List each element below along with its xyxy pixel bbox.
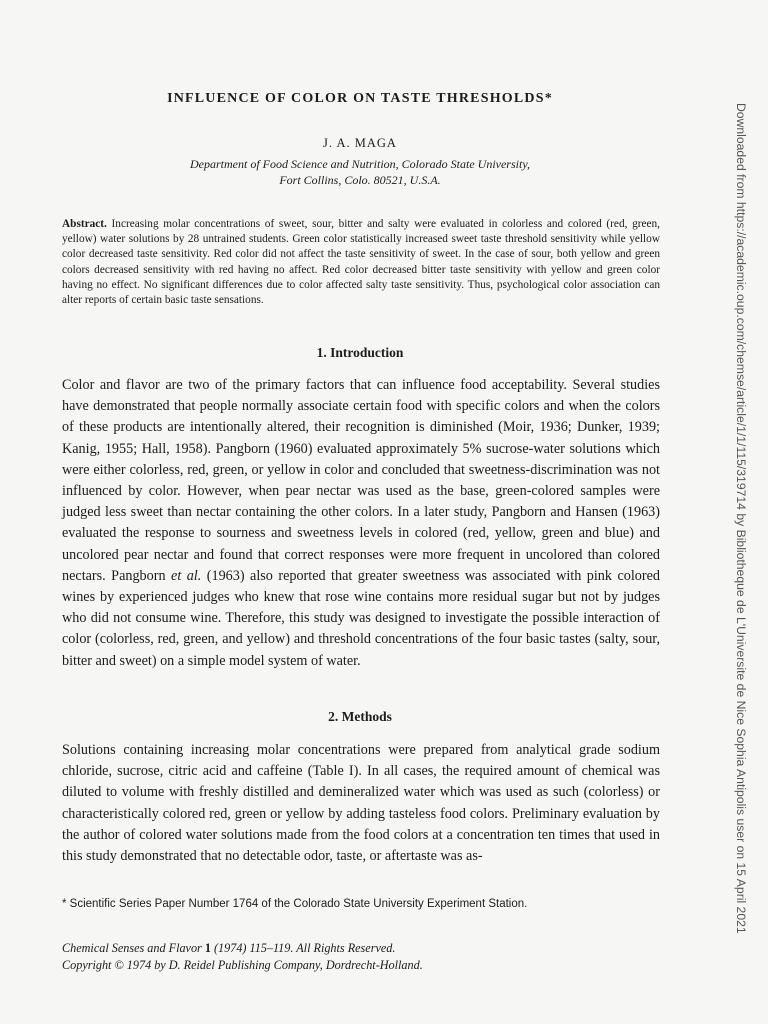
journal-volume: 1 [204, 941, 211, 955]
journal-line-1-rest: (1974) 115–119. All Rights Reserved. [213, 941, 396, 955]
download-notice: Downloaded from https://academic.oup.com/chemse/article/1/1/115/319714 by Bibliotheque de L'Universite de Nice Sophia Antipolis user on 15 April 2021 [734, 103, 748, 934]
introduction-paragraph [62, 375, 660, 672]
section-heading-methods: 2. Methods [328, 709, 392, 724]
footnote: * Scientific Series Paper Number 1764 of the Colorado State University Experiment Station. [62, 898, 528, 910]
paper-title: INFLUENCE OF COLOR ON TASTE THRESHOLDS* [167, 91, 553, 106]
abstract-label: Abstract. [62, 218, 107, 230]
journal-line-2: Copyright © 1974 by D. Reidel Publishing Company, Dordrecht-Holland. [62, 958, 423, 972]
abstract [62, 217, 660, 308]
affiliation-line-2: Fort Collins, Colo. 80521, U.S.A. [279, 173, 441, 187]
author-affiliation [60, 156, 660, 188]
intro-text-part-2: (1963) also reported that greater sweetness was associated with pink colored wines by experienced judges who knew that rose wine contains more residual sugar but not by judges who did not consume wine. Therefore, this study was designed to investigate the possible interaction of color (colorless, red, green, and yellow) and threshold concentrations of the four basic tastes (salty, sour, bitter and sweet) on a simple model system of water. [62, 567, 660, 669]
intro-text-part-1: Color and flavor are two of the primary factors that can influence food acceptability. Several studies have demonstrated that people normally associate certain food with specific colors and when the colors of these products are intentionally altered, their recognition is diminished (Moir, 1936; Dunker, 1939; Kanig, 1955; Hall, 1958). Pangborn (1960) evaluated approximately 5% sucrose-water solutions which were either colorless, red, green, or yellow in color and concluded that sweetness-discrimination was not influenced by color. However, when pear nectar was used as the base, green-colored samples were judged less sweet than nectar containing the other colors. In a later study, Pangborn and Hansen (1963) evaluated the response to sourness and sweetness levels in colored (red, yellow, green and blue) and uncolored pear nectar and found that correct responses were more frequent in uncolored than colored nectars. Pangborn [62, 377, 660, 584]
journal-citation [62, 940, 662, 974]
methods-paragraph: Solutions containing increasing molar concentrations were prepared from analytical grade sodium chloride, sucrose, citric acid and caffeine (Table I). In all cases, the required amount of chemical was diluted to volume with freshly distilled and demineralized water which was used as such (colorless) or characteristically colored red, green or yellow by adding tasteless food colors. Preliminary evaluation by the author of colored water solutions made from the food colors at a concentration ten times that used in this study demonstrated that no detectable odor, taste, or aftertaste was as- [62, 742, 660, 865]
author-name: J. A. MAGA [323, 136, 397, 150]
intro-et-al: et al. [171, 567, 202, 584]
journal-line-1 [62, 940, 662, 957]
section-heading-introduction: 1. Introduction [316, 345, 404, 360]
affiliation-line-1: Department of Food Science and Nutrition, Colorado State University, [190, 157, 530, 171]
journal-name: Chemical Senses and Flavor [62, 941, 202, 955]
abstract-text: Increasing molar concentrations of sweet, sour, bitter and salty were evaluated in colorless and colored (red, green, yellow) water solutions by 28 untrained students. Green color statistically increased sweet taste threshold sensitivity while yellow color decreased taste sensitivity. Red color did not affect the taste sensitivity of sweet. In the case of sour, both yellow and green colors decreased sensitivity with red having no affect. Red color decreased bitter taste sensitivity with yellow and green color having no effect. No significant differences due to color affected salty taste sensitivity. Thus, psychological color association can alter reports of certain basic taste sensations. [62, 218, 660, 307]
